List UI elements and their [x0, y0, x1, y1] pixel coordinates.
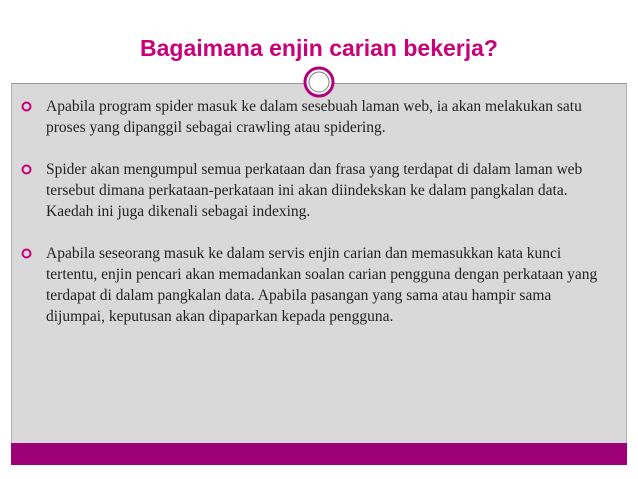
- circle-bullet-icon: [21, 164, 32, 175]
- footer-bar: [11, 443, 627, 465]
- bullet-text: Apabila program spider masuk ke dalam sesebuah laman web, ia akan melakukan satu proses yang dipanggil sebagai crawling atau spidering.: [46, 98, 582, 136]
- decorative-ring-icon: [303, 66, 335, 98]
- bullet-item: [16, 159, 606, 222]
- circle-bullet-icon: [21, 101, 32, 112]
- bullet-text: Apabila seseorang masuk ke dalam servis enjin carian dan memasukkan kata kunci tertentu, enjin pencari akan memadankan soalan carian pengguna dengan perkataan yang terdapat di dalam pangkalan data. Apabila pasangan yang sama atau hampir sama dijumpai, keputusan akan dipaparkan kepada pengguna.: [46, 245, 598, 325]
- circle-bullet-icon: [21, 248, 32, 259]
- bullet-text: Spider akan mengumpul semua perkataan dan frasa yang terdapat di dalam laman web tersebut dimana perkataan-perkataan ini akan diindekskan ke dalam pangkalan data. Kaedah ini juga dikenali sebagai indexing.: [46, 161, 583, 220]
- slide-title: Bagaimana enjin carian bekerja?: [140, 35, 498, 61]
- bullet-list: [16, 96, 606, 348]
- bullet-item: [16, 96, 606, 138]
- bullet-item: [16, 243, 606, 327]
